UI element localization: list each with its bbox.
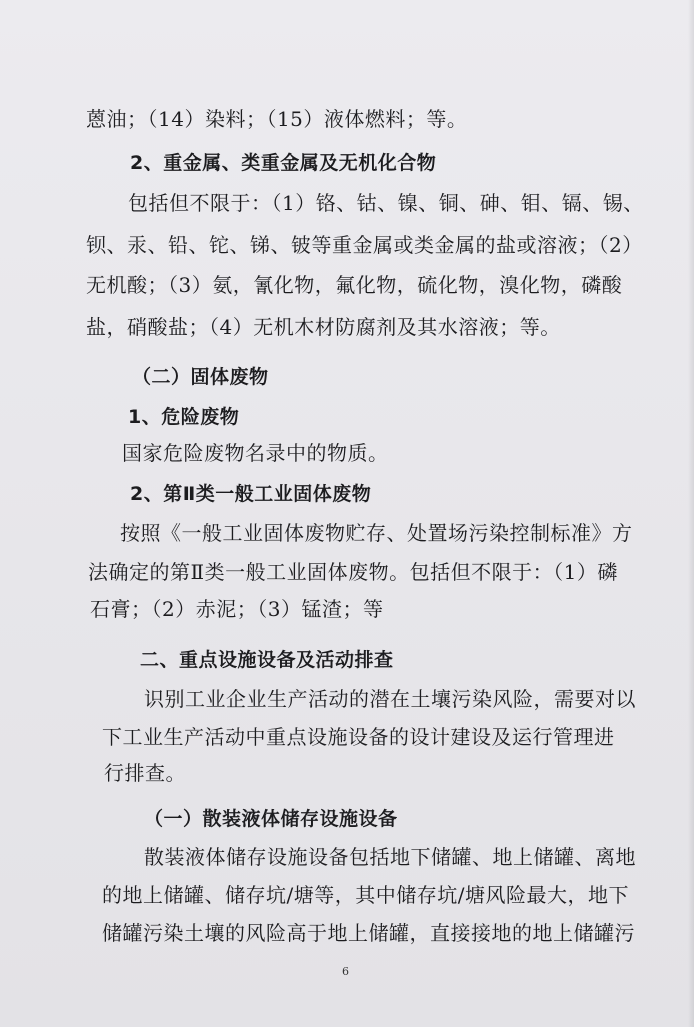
body-text-line: 无机酸；（3）氨，氰化物，氟化物，硫化物，溴化物，磷酸 <box>86 273 623 297</box>
body-text-line: 按照《一般工业固体废物贮存、处置场污染控制标准》方 <box>120 521 633 545</box>
section-heading: 二、重点设施设备及活动排查 <box>140 649 394 671</box>
body-text-line: 散装液体储存设施设备包括地下储罐、地上储罐、离地 <box>144 845 636 869</box>
section-heading: 2、第Ⅱ类一般工业固体废物 <box>130 483 372 505</box>
body-text-line: 下工业生产活动中重点设施设备的设计建设及运行管理进 <box>102 725 615 749</box>
body-text-line: 国家危险废物名录中的物质。 <box>122 441 389 465</box>
page-edge-shadow <box>688 0 694 1027</box>
body-text-line: 储罐污染土壤的风险高于地上储罐，直接接地的地上储罐污 <box>102 921 635 945</box>
section-heading: 2、重金属、类重金属及无机化合物 <box>130 152 437 174</box>
body-text-line: 行排查。 <box>104 761 186 785</box>
section-heading: 1、危险废物 <box>128 406 240 428</box>
body-text-line: 盐，硝酸盐；（4）无机木材防腐剂及其水溶液；等。 <box>86 315 561 339</box>
body-text-line: 钡、汞、铅、铊、锑、铍等重金属或类金属的盐或溶液；（2） <box>86 233 643 257</box>
section-heading: （二）固体废物 <box>132 366 269 388</box>
body-text-line: 蒽油；（14）染料；（15）液体燃料；等。 <box>86 107 468 131</box>
body-text-line: 识别工业企业生产活动的潜在土壤污染风险，需要对以 <box>144 687 636 711</box>
body-text-line: 石膏；（2）赤泥；（3）锰渣；等 <box>90 597 384 621</box>
page-number: 6 <box>342 965 349 978</box>
body-text-line: 的地上储罐、储存坑/塘等，其中储存坑/塘风险最大，地下 <box>102 883 629 907</box>
body-text-line: 包括但不限于：（1）铬、钴、镍、铜、砷、钼、镉、锡、 <box>128 191 644 215</box>
section-heading: （一）散装液体储存设施设备 <box>144 808 398 830</box>
body-text-line: 法确定的第Ⅱ类一般工业固体废物。包括但不限于：（1）磷 <box>88 560 618 584</box>
